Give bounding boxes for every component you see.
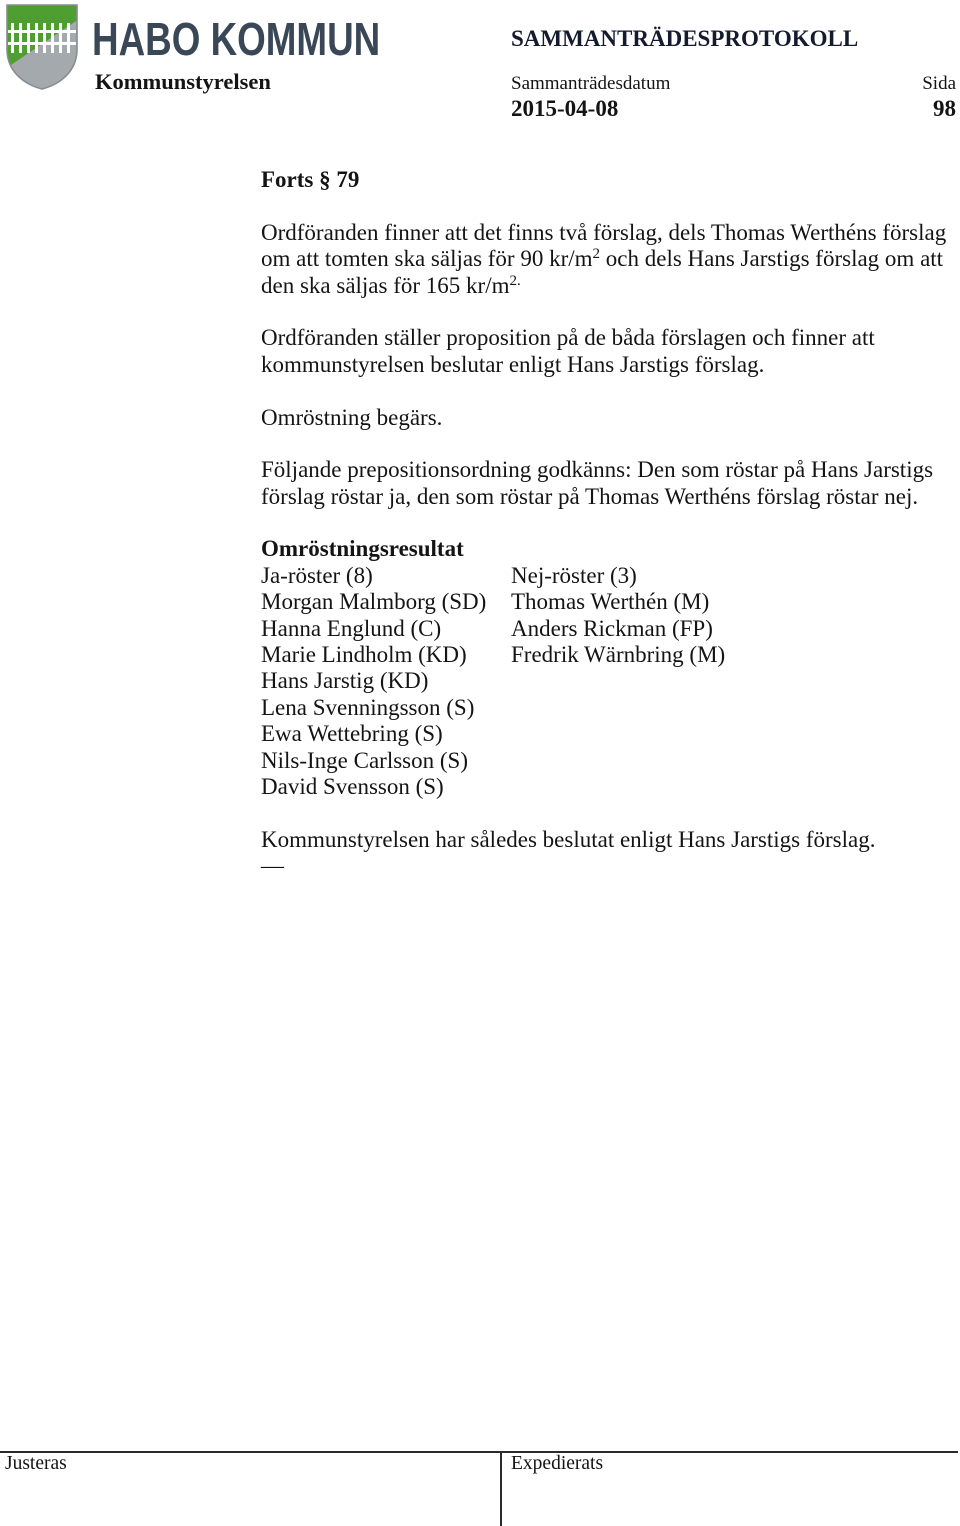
superscript: 2. — [509, 272, 521, 289]
meeting-date: 2015-04-08 — [511, 96, 619, 121]
paragraph-voting-order — [261, 457, 956, 510]
yes-vote-item: Marie Lindholm (KD) — [261, 642, 467, 668]
footer-expedierats-label: Expedierats — [511, 1453, 604, 1474]
end-mark: — — [261, 853, 284, 879]
yes-vote-item: Hans Jarstig (KD) — [261, 668, 429, 694]
yes-votes-heading: Ja-röster (8) — [261, 562, 373, 588]
text-run: den ska säljas för 165 kr/m — [261, 272, 510, 298]
conclusion: Kommunstyrelsen har således beslutat enligt Hans Jarstigs förslag. — [261, 826, 876, 852]
paragraph-line: Ordföranden finner att det finns två förslag, dels Thomas Werthéns förslag — [261, 219, 947, 245]
spacer — [261, 431, 956, 457]
paragraph-line: Ordföranden ställer proposition på de båda förslagen och finner att — [261, 325, 875, 351]
protocol-body — [261, 167, 956, 880]
paragraph-proposals — [261, 220, 956, 299]
page-label: Sida — [922, 73, 956, 94]
page-number: 98 — [933, 96, 956, 121]
spacer — [261, 510, 956, 536]
no-votes-column — [511, 563, 811, 801]
yes-vote-item: Nils-Inge Carlsson (S) — [261, 747, 468, 773]
spacer — [261, 299, 956, 325]
yes-vote-item: Hanna Englund (C) — [261, 615, 442, 641]
no-vote-item: Anders Rickman (FP) — [511, 615, 713, 641]
document-type: SAMMANTRÄDESPROTOKOLL — [511, 26, 859, 51]
text-run: och dels Hans Jarstigs förslag om att — [600, 246, 944, 272]
footer-justeras-label: Justeras — [5, 1453, 67, 1474]
coat-of-arms-shield-icon — [5, 3, 79, 91]
meeting-date-label: Sammanträdesdatum — [511, 73, 671, 94]
paragraph-vote-requested: Omröstning begärs. — [261, 404, 443, 430]
vote-result-heading: Omröstningsresultat — [261, 536, 464, 562]
yes-vote-item: Morgan Malmborg (SD) — [261, 589, 487, 615]
committee-name: Kommunstyrelsen — [95, 69, 271, 94]
vote-result-table — [261, 563, 956, 801]
paragraph-proposition — [261, 325, 956, 378]
spacer — [261, 800, 956, 826]
section-heading: Forts § 79 — [261, 167, 360, 192]
yes-vote-item: David Svensson (S) — [261, 773, 444, 799]
footer-column-divider — [500, 1451, 502, 1526]
text-run: om att tomten ska säljas för 90 kr/m — [261, 246, 593, 272]
spacer — [261, 378, 956, 404]
paragraph-line: förslag röstar ja, den som röstar på Thomas Werthéns förslag röstar nej. — [261, 483, 919, 509]
org-name: HABO KOMMUN — [92, 13, 381, 65]
yes-votes-column — [261, 563, 511, 801]
footer-divider — [0, 1451, 958, 1453]
paragraph-line — [261, 273, 956, 299]
superscript: 2 — [592, 246, 601, 263]
paragraph-line: kommunstyrelsen beslutar enligt Hans Jarstigs förslag. — [261, 351, 765, 377]
no-vote-item: Thomas Werthén (M) — [511, 589, 710, 615]
no-votes-heading: Nej-röster (3) — [511, 562, 637, 588]
yes-vote-item: Ewa Wettebring (S) — [261, 721, 443, 747]
paragraph-line: Följande prepositionsordning godkänns: Den som röstar på Hans Jarstigs — [261, 457, 934, 483]
paragraph-line — [261, 246, 956, 272]
no-vote-item: Fredrik Wärnbring (M) — [511, 642, 726, 668]
spacer — [261, 193, 956, 219]
yes-vote-item: Lena Svenningsson (S) — [261, 694, 475, 720]
